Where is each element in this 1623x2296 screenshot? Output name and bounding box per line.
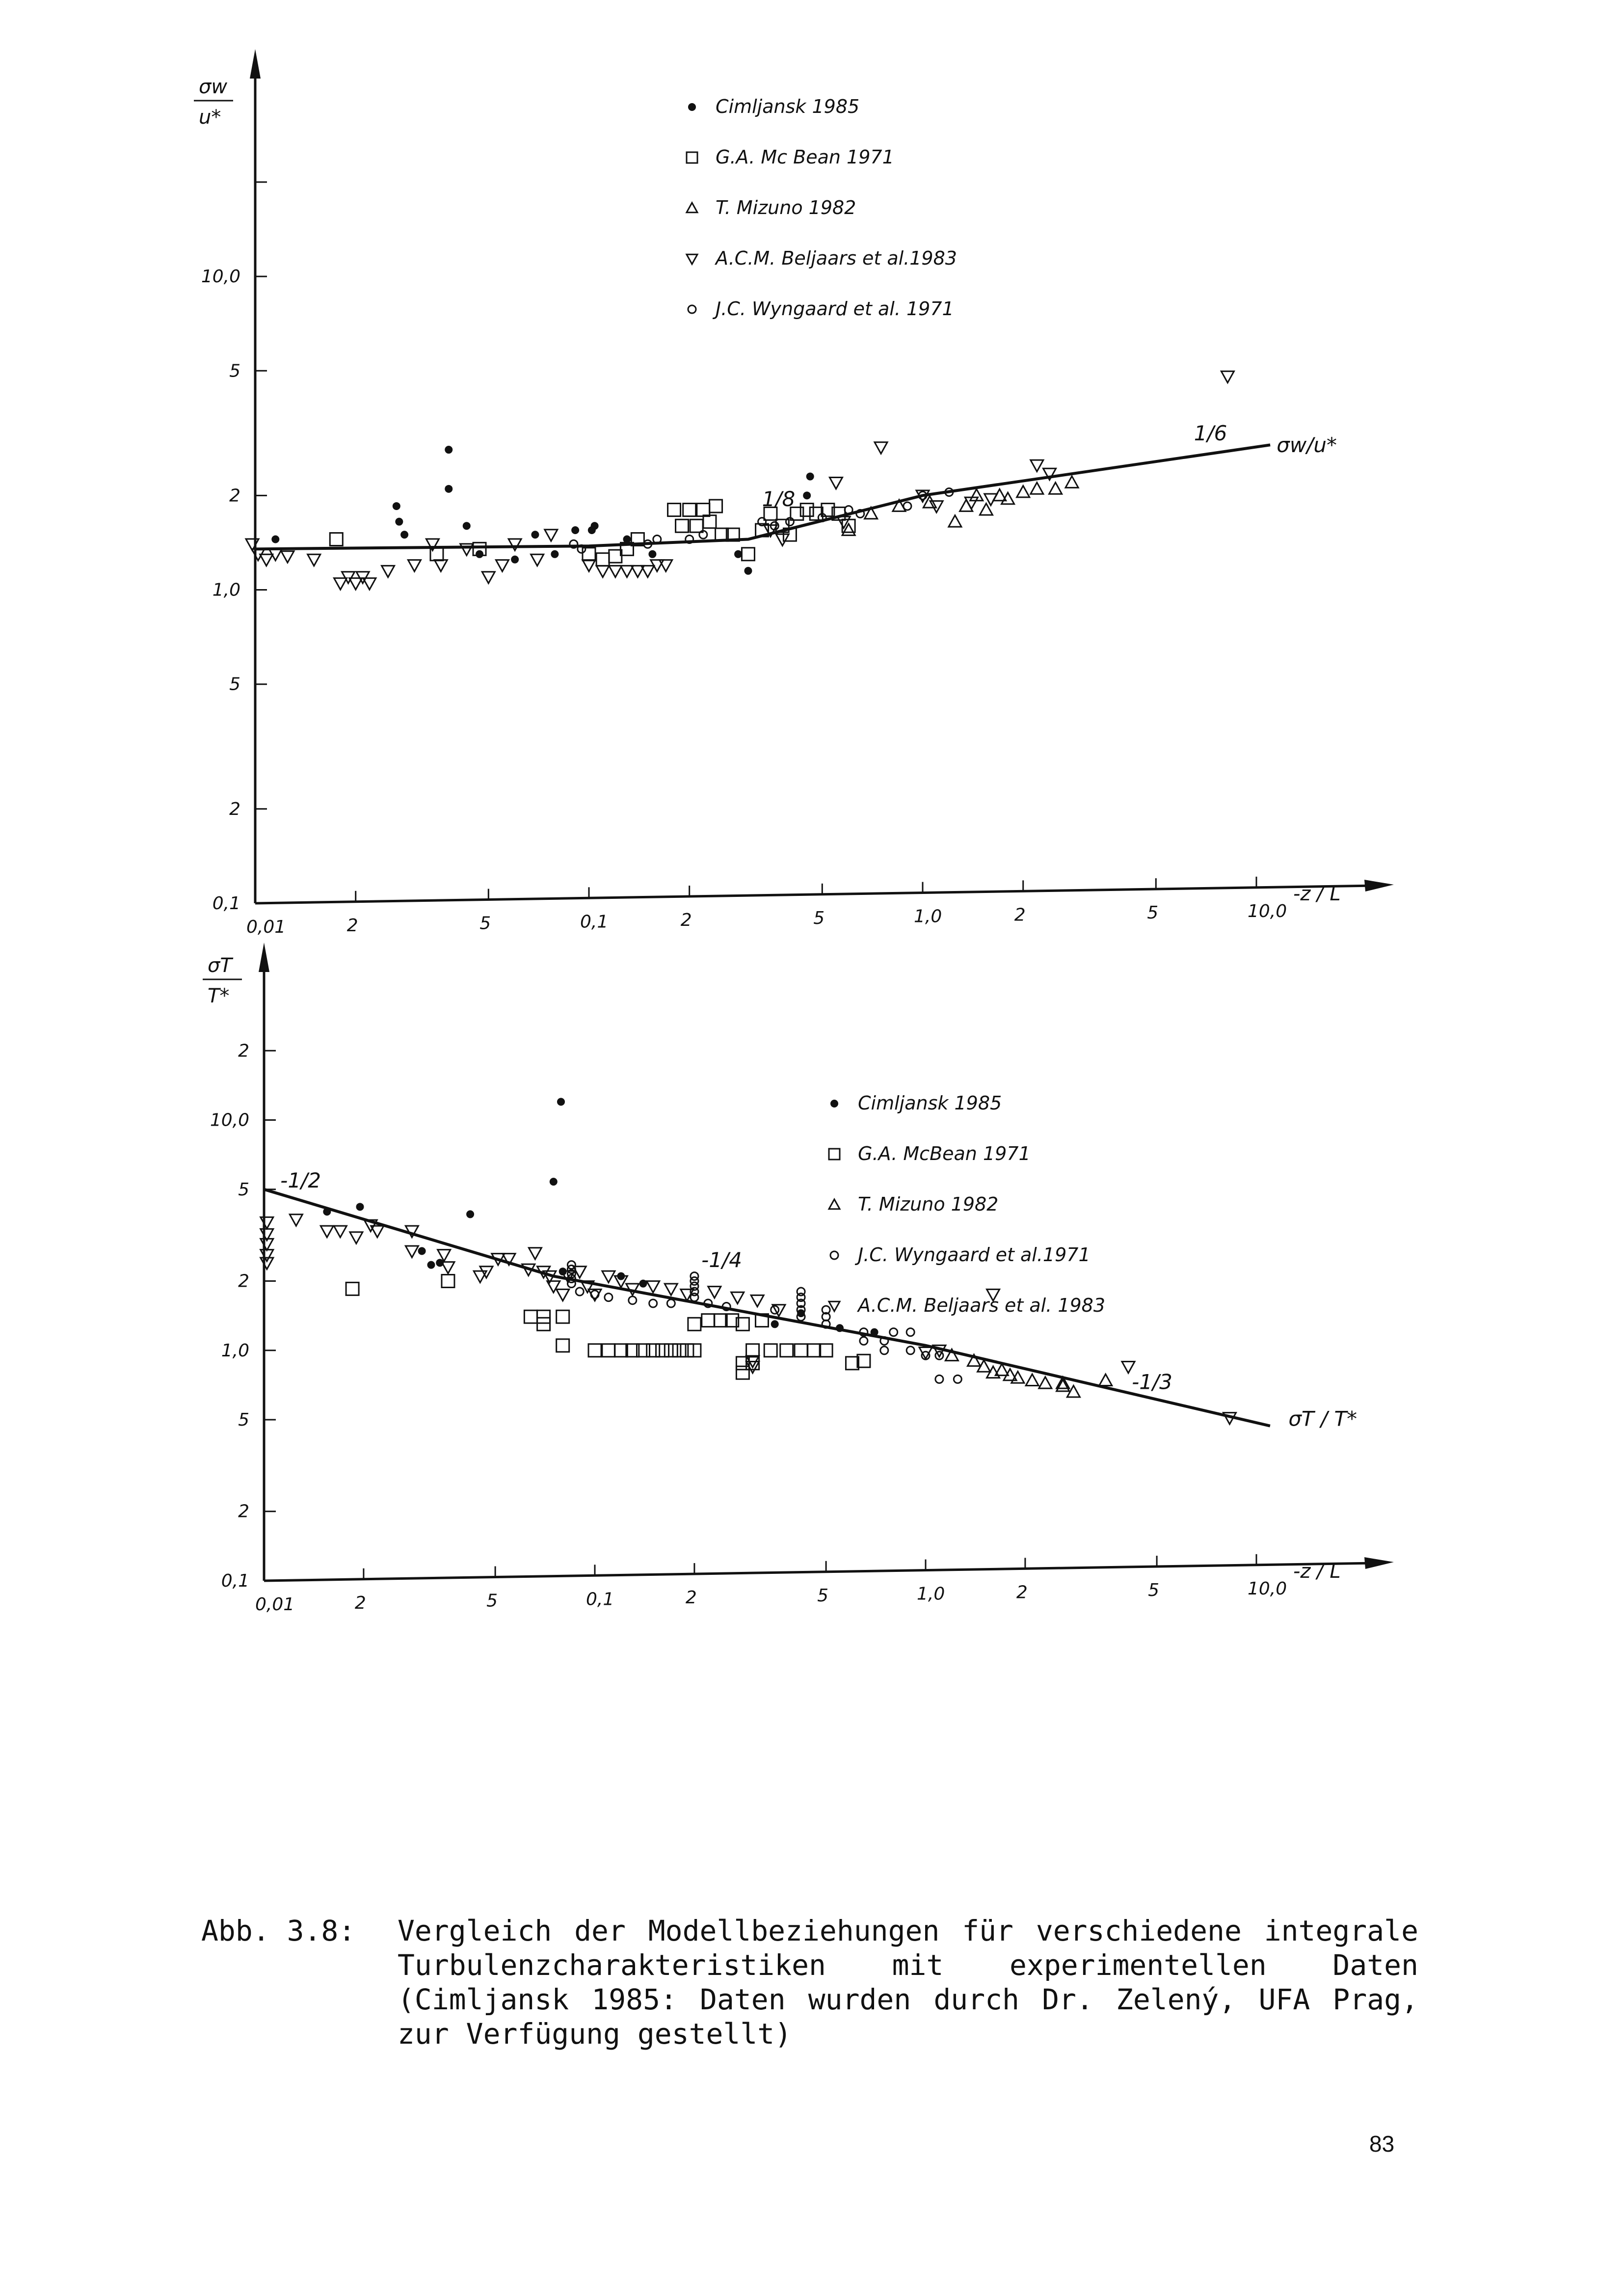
x-tick-label: 5 (1148, 1580, 1160, 1601)
legend-entry: G.A. McBean 1971 (858, 1143, 1031, 1164)
legend-entry: J.C. Wyngaard et al. 1971 (716, 298, 954, 320)
y-tick-label: 5 (229, 361, 240, 381)
data-point-triangle-down (751, 1295, 764, 1306)
x-axis-line (255, 886, 1374, 903)
data-point-triangle-down (261, 1258, 273, 1269)
data-point-square (557, 1310, 569, 1323)
data-point-square (681, 1344, 693, 1357)
data-point-square (688, 1344, 701, 1357)
data-point-circle (890, 1328, 898, 1336)
legend-entry: Cimljansk 1985 (858, 1092, 1002, 1114)
y-tick-label: 1,0 (221, 1340, 249, 1361)
x-tick-label: 2 (1016, 1582, 1028, 1603)
data-point-triangle-up (1099, 1374, 1112, 1385)
data-point-square (537, 1310, 550, 1323)
data-point-triangle-down (508, 539, 521, 550)
data-point-circle (576, 1288, 584, 1296)
data-point-circle (860, 1337, 868, 1345)
data-point-square (647, 1344, 660, 1357)
data-point-circle (906, 1347, 914, 1354)
x-tick-label: 1,0 (917, 1584, 945, 1604)
series-dot (323, 1098, 878, 1336)
legend-marker-triangle-up (687, 203, 697, 213)
data-point-triangle-down (350, 1232, 363, 1243)
data-point-square (442, 1275, 454, 1288)
data-point-dot (445, 446, 452, 454)
x-axis-title: -z / L (1293, 883, 1341, 905)
y-axis-arrow (259, 943, 269, 972)
data-point-dot (803, 491, 811, 499)
data-point-dot (271, 536, 279, 543)
data-point-triangle-down (408, 560, 421, 571)
legend-marker-dot (830, 1100, 838, 1107)
data-point-dot (648, 550, 656, 558)
data-point-dot (531, 531, 539, 539)
slope-annotation: σT / T* (1288, 1406, 1357, 1431)
data-point-dot (744, 567, 752, 575)
y-tick-label: 2 (229, 799, 240, 819)
data-point-triangle-down (1221, 371, 1234, 382)
y-axis-title-numerator: σw (199, 76, 228, 98)
x-tick-label: 5 (486, 1591, 498, 1611)
series-circle (567, 1261, 961, 1383)
data-point-square (673, 1344, 686, 1357)
data-point-triangle-down (261, 1217, 273, 1228)
data-point-square (583, 548, 595, 561)
y-tick-label: 0,1 (221, 1571, 249, 1591)
data-point-square (808, 1344, 821, 1357)
x-tick-label: 10,0 (1248, 1578, 1287, 1599)
legend-entry: J.C. Wyngaard et al.1971 (858, 1244, 1091, 1266)
data-point-square (665, 1344, 677, 1357)
data-point-triangle-down (482, 572, 495, 583)
data-point-triangle-down (545, 530, 558, 541)
x-tick-label: 0,01 (255, 1594, 295, 1615)
data-point-circle (691, 1294, 698, 1301)
data-point-triangle-down (308, 554, 320, 566)
legend-marker-square (829, 1149, 840, 1160)
data-point-square (330, 533, 343, 546)
data-point-square (800, 504, 813, 516)
data-point-triangle-down (334, 1226, 346, 1237)
x-axis-arrow (1364, 1557, 1394, 1569)
figure-caption (201, 1914, 1418, 2051)
data-point-dot (395, 518, 403, 526)
data-point-dot (836, 1324, 844, 1332)
data-point-dot (418, 1247, 426, 1255)
legend-entry: G.A. Mc Bean 1971 (716, 146, 894, 168)
chart-2 (203, 943, 1394, 1615)
y-tick-label: 2 (229, 486, 240, 506)
x-axis-title: -z / L (1293, 1560, 1341, 1583)
x-axis-arrow (1364, 880, 1394, 891)
data-point-square (346, 1282, 359, 1295)
x-tick-label: 0,1 (580, 912, 609, 932)
data-point-triangle-down (320, 1226, 333, 1237)
x-tick-label: 2 (685, 1588, 697, 1608)
data-point-circle (954, 1375, 961, 1383)
chart-1 (194, 49, 1394, 937)
data-point-triangle-up (949, 515, 961, 527)
y-tick-label: 5 (238, 1179, 249, 1200)
data-point-dot (550, 1178, 558, 1186)
data-point-dot (427, 1261, 435, 1269)
data-point-dot (734, 550, 742, 558)
data-point-triangle-down (382, 566, 395, 577)
data-point-square (710, 500, 722, 513)
caption-label: Abb. 3.8: (201, 1914, 356, 1947)
x-tick-label: 1,0 (914, 906, 942, 927)
data-point-triangle-down (334, 578, 347, 590)
legend-marker-square (687, 152, 697, 163)
data-point-triangle-down (529, 1248, 541, 1259)
x-tick-label: 5 (813, 908, 825, 928)
data-point-circle (935, 1375, 943, 1383)
data-point-square (683, 504, 696, 516)
page-number: 83 (1369, 2131, 1395, 2157)
data-point-dot (551, 550, 559, 558)
slope-annotation: 1/6 (1194, 421, 1227, 445)
y-tick-label: 2 (238, 1501, 249, 1522)
data-point-dot (466, 1210, 474, 1218)
data-point-triangle-down (1031, 460, 1043, 471)
data-point-square (820, 1344, 832, 1357)
data-point-circle (667, 1299, 675, 1307)
data-point-triangle-up (1002, 492, 1014, 504)
data-point-circle (880, 1347, 888, 1354)
data-point-triangle-up (842, 524, 855, 535)
data-point-circle (605, 1294, 612, 1301)
y-axis-arrow (250, 49, 261, 79)
legend-marker-triangle-down (687, 254, 697, 264)
data-point-triangle-down (609, 566, 622, 577)
data-point-dot (571, 526, 579, 534)
data-point-square (703, 515, 716, 528)
y-tick-label: 5 (238, 1410, 249, 1431)
data-point-triangle-down (620, 566, 633, 577)
data-point-triangle-down (281, 551, 294, 563)
data-point-dot (871, 1328, 878, 1336)
slope-annotation: -1/3 (1132, 1370, 1172, 1394)
x-tick-label: 10,0 (1248, 901, 1287, 921)
data-point-square (697, 504, 710, 516)
legend-marker-triangle-up (829, 1199, 840, 1209)
data-point-triangle-down (602, 1271, 615, 1282)
y-tick-label: 10,0 (210, 1110, 249, 1131)
model-fit-line (264, 1189, 1270, 1426)
legend-entry: T. Mizuno 1982 (858, 1193, 999, 1215)
data-point-triangle-up (1011, 1372, 1024, 1383)
data-point-dot (591, 522, 599, 530)
data-point-square (537, 1318, 550, 1330)
data-point-triangle-down (496, 560, 508, 571)
data-point-square (602, 1344, 615, 1357)
data-point-square (690, 519, 703, 532)
data-point-triangle-up (960, 500, 973, 511)
series-square (346, 1275, 870, 1379)
x-tick-label: 2 (354, 1593, 366, 1613)
data-point-dot (400, 531, 408, 539)
y-tick-label: 10,0 (201, 267, 240, 287)
slope-annotation: -1/4 (701, 1248, 742, 1272)
data-point-dot (445, 485, 452, 493)
legend-entry: A.C.M. Beljaars et al. 1983 (858, 1295, 1106, 1316)
legend-marker-circle (688, 305, 696, 313)
x-tick-label: 5 (817, 1585, 829, 1606)
data-point-dot (806, 473, 814, 481)
data-point-triangle-down (875, 442, 887, 454)
data-point-square (557, 1339, 569, 1352)
data-point-circle (649, 1299, 657, 1307)
data-point-square (795, 1344, 807, 1357)
data-point-square (688, 1318, 701, 1330)
data-point-dot (463, 522, 471, 530)
slope-annotation: -1/2 (280, 1168, 321, 1192)
data-point-triangle-down (731, 1292, 744, 1303)
legend-marker-dot (688, 103, 696, 111)
x-tick-label: 0,01 (246, 917, 286, 937)
x-axis-line (264, 1563, 1374, 1581)
data-point-square (609, 550, 622, 563)
data-point-triangle-down (837, 516, 850, 528)
legend-entry: T. Mizuno 1982 (716, 197, 856, 218)
data-point-triangle-down (596, 566, 609, 577)
data-point-dot (557, 1098, 565, 1106)
data-point-triangle-up (1039, 1377, 1052, 1388)
data-point-dot (356, 1203, 364, 1211)
data-point-square (588, 1344, 601, 1357)
data-point-triangle-down (776, 534, 789, 545)
data-point-triangle-up (1026, 1374, 1038, 1385)
data-point-triangle-down (474, 1271, 486, 1282)
data-point-triangle-down (531, 554, 544, 566)
data-point-triangle-down (660, 560, 672, 571)
data-point-triangle-up (1065, 476, 1078, 487)
x-tick-label: 0,1 (586, 1589, 614, 1610)
data-point-triangle-down (647, 1281, 660, 1293)
data-point-circle (906, 1328, 914, 1336)
y-tick-label: 0,1 (212, 893, 240, 914)
data-point-triangle-down (557, 1289, 569, 1300)
slope-annotation: σw/u* (1277, 433, 1337, 458)
caption-text: Vergleich der Modellbeziehungen für verschiedene integrale Turbulenzcharakteristiken mit experimentellen Daten (Cimljansk 1985: Daten wurden durch Dr. Zelený, UFA Prag, zur Verfügung gestellt) (398, 1914, 1418, 2051)
y-tick-label: 2 (238, 1041, 249, 1061)
data-point-triangle-up (1049, 483, 1062, 494)
legend-marker-circle (830, 1251, 838, 1259)
data-point-triangle-down (919, 1347, 932, 1358)
data-point-square (736, 1366, 749, 1379)
data-point-square (524, 1310, 537, 1323)
data-point-triangle-down (665, 1284, 677, 1295)
x-tick-label: 2 (680, 910, 692, 931)
data-point-triangle-down (260, 554, 273, 566)
y-axis-title-denominator: T* (208, 985, 230, 1007)
y-axis-title-numerator: σT (208, 954, 232, 977)
data-point-dot (323, 1208, 331, 1216)
data-point-circle (904, 502, 911, 510)
data-point-dot (476, 550, 483, 558)
x-tick-label: 2 (1014, 905, 1026, 925)
data-point-dot (771, 1320, 779, 1328)
data-point-square (764, 1344, 777, 1357)
data-point-square (742, 548, 754, 561)
data-point-dot (511, 556, 519, 564)
data-point-square (746, 1344, 759, 1357)
legend-entry: A.C.M. Beljaars et al.1983 (716, 247, 957, 269)
data-point-triangle-up (1017, 486, 1030, 497)
x-tick-label: 5 (1147, 903, 1159, 923)
y-axis-title-denominator: u* (199, 106, 221, 129)
data-point-square (656, 1344, 669, 1357)
data-point-square (676, 519, 689, 532)
data-point-triangle-down (829, 478, 842, 489)
x-tick-label: 2 (346, 915, 358, 936)
data-point-square (596, 553, 609, 566)
y-tick-label: 2 (238, 1271, 249, 1292)
x-tick-label: 5 (479, 913, 491, 934)
data-point-triangle-down (583, 560, 595, 571)
data-point-square (668, 504, 681, 516)
data-point-triangle-down (290, 1215, 302, 1226)
data-point-triangle-down (708, 1287, 721, 1298)
data-point-triangle-up (1031, 483, 1043, 494)
data-point-square (702, 1314, 715, 1327)
data-point-circle (629, 1297, 637, 1304)
y-tick-label: 1,0 (212, 580, 240, 600)
y-tick-label: 5 (229, 674, 240, 695)
data-point-dot (393, 502, 400, 510)
data-point-triangle-down (405, 1246, 418, 1257)
legend-entry: Cimljansk 1985 (716, 96, 860, 117)
data-point-square (780, 1344, 793, 1357)
data-point-triangle-down (434, 560, 447, 571)
slope-annotation: 1/8 (762, 486, 796, 511)
